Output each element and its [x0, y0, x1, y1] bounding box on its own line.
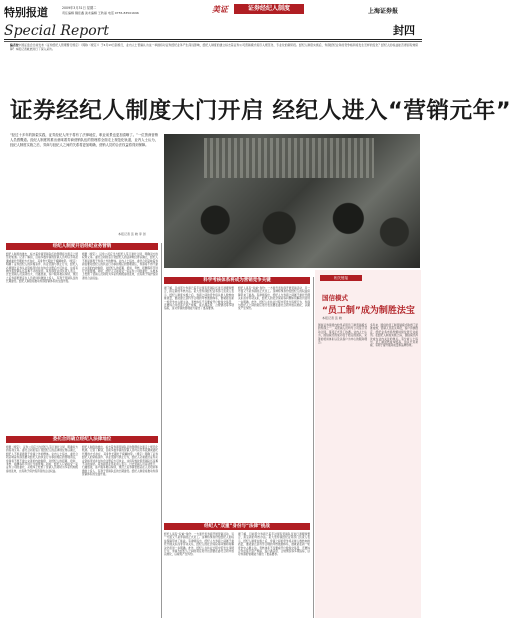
- topic-banner: 证券经纪人制度: [234, 4, 304, 14]
- article-middle-top-col2: 经纪人具有“双重”身份：一方面代表券商开展营销活动，另一方面又不是券商的正式员工。这种特殊身份给经纪人的权益保障带来了挑战。有律师指出，经纪人与券商之间属于委托代理关系而非劳动关系，经纪人的社会保险等问题如何解决仍需进一步明确。此外，经纪人在执业过程中若发生违规行为，券商与经纪人之间的责任划分也需要在委托合同中加以细化，以避免产生纠纷。: [238, 287, 310, 311]
- intro-paragraph: “经过十多年的探索实践，证券经纪人终于将有了法律地位，职业前景也更加清晰了。”一位资深营销人员感慨道。经纪人制度的推出意味着券商营销队伍的管理将全面走上规范化轨道，业内人士认为，经纪人制度实施之后，券商与经纪人之间的关系将更加明确，营销人员的合法权益将得到保障。: [10, 133, 158, 148]
- sidebar-article-col2: 多年来，国信的员工制营销模式取得了显著成效，营销人员流失率低，客户资源稳定，经纪业务市场份额持续位居行业前列。在经纪人制度实施之际，国信模式再次成为业内关注的焦点。有分析人士指出，员工制虽然成本较高，但从长远来看，有利于提升服务质量和品牌形象。: [370, 324, 418, 348]
- section-header-left-top: 经纪人制度开启经纪业务营销: [6, 243, 158, 250]
- editors-note: [10, 44, 418, 86]
- column-divider: [313, 277, 314, 618]
- section-header-middle-bottom: 经纪人“双重”身份与“法律”挑战: [164, 523, 310, 530]
- sidebar-title: “员工制”成为制胜法宝: [322, 306, 415, 316]
- trading-hall-photo: [164, 134, 420, 268]
- column-divider: [161, 243, 162, 618]
- article-left-top-col2: 根据《规定》，证券公司应当与经纪人签订委托合同，明确双方的权利义务。委托合同的签订使经纪人的法律地位得以确立，经纪人不再是游离于券商之外的群体。业内人士指出，委托合同意味着券商需要对经纪人的执业行为承担相应的管理责任，券商将不得不建立完善的内控制度，对经纪人的招募、培训、考核、报酬等环节进行全面管理。同时，经纪人只能接受一家证券公司的委托，从根本上杜绝了营销人员同时为多家机构揽客的乱象，也有助于保护投资者的合法权益。: [82, 253, 158, 280]
- article-left-bottom: 根据《规定》，证券公司应当与经纪人签订委托合同，明确双方的权利义务。委托合同的签订使经纪人的法律地位得以确立，经纪人不再是游离于券商之外的群体。业内人士指出，委托合同意味着券商需要对经纪人的执业行为承担相应的管理责任，券商将不得不建立完善的内控制度，对经纪人的招募、培训、考核、报酬等环节进行全面管理。同时，经纪人只能接受一家证券公司的委托，从根本上杜绝了营销人员同时为多家机构揽客的乱象，也有助于保护投资者的合法权益。: [6, 446, 78, 473]
- section-header-left-bottom: 委托合同确立经纪人法律地位: [6, 436, 158, 443]
- quote-board-image: [204, 138, 374, 178]
- sidebar-article-col1: 国信证券是国内较早采用员工制营销模式的券商之一，其营销人员均与公司签订劳动合同，享受正式员工待遇。业内人士认为，国信模式的成功在于稳定的团队、完善的培训体系以及以客户为中心的服务理念。: [318, 324, 367, 345]
- intro-byline: 本报记者 张 晓 李 剑: [118, 232, 146, 236]
- article-middle-top: 据了解，目前部分券商已着手对现有营销队伍进行清理和整合，拟定新的考核办法。某大型券商经纪业务部门负责人表示，经纪人制度实施之后，券商之间的竞争将从拼人数转向拼质量，谁能建立起科学合理的考核激励体系，谁就能在新一轮竞争中占据主动。考核体系不仅要看开户数和交易量，还要综合考虑客户资产规模、客户满意度、合规情况等多项指标，这对券商的管理能力提出了更高要求。: [164, 287, 234, 311]
- section-subtitle: Special Report: [4, 23, 109, 39]
- header-rule-thin: [4, 41, 422, 42]
- editors-line: 责任编辑 魏佳鑫 美术编辑 王秋丽 电话 0755-83501696: [62, 11, 139, 15]
- editors-note-label: 编者按: [10, 43, 19, 47]
- investors-image: [164, 188, 420, 268]
- paper-logo: 美证: [212, 4, 228, 14]
- page-headline: 证券经纪人制度大门开启 经纪人进入“营销元年”: [10, 98, 511, 124]
- section-label: 特别报道: [4, 6, 48, 19]
- editors-note-text: 中国证监会日前发布《证券经纪人管理暂行规定》（简称《规定》）于4月13日起施行，业内人士普遍认为这一举措将对证券经纪业务产生深远影响，经纪人制度的建立标志着证券公司营销模式将迈入规范化、专业化的新阶段。经纪人制度实施后，券商经纪业务的竞争格局将发生怎样的变化？经纪人的权益能否得到有效保障？本报记者就此进行了深入采访。: [10, 43, 418, 51]
- paper-name: 上海证券报: [368, 8, 399, 15]
- sidebar-tag: 相关链接: [320, 275, 362, 281]
- section-header-middle-top: 科学考核体系将成为营销竞争关键: [164, 277, 310, 284]
- article-left-bottom-col2: 经纪人制度的推出，标志着券商营销队伍的管理将全面走上规范化轨道。记者了解到，目前多数券商的营销人员均以劳务派遣或委托代理的方式存在，其身份长期处于模糊地带。《规定》明确了证券经纪人的资格条件、执业范围与禁止行为，经纪人必须通过证券从业资格考试并在协会注册后方可执业，这将有效改善营销队伍良莠不齐的现状。某券商营业部负责人表示，过去营销人员流动性大、归属感差，客户服务难以持续，规范之后券商更愿意在人员培训和激励上投入，有利于营销队伍的长期建设。经纪人制度将推动券商营销体系的全面升级。: [82, 446, 158, 477]
- sidebar-byline: 本报记者 张 晓: [322, 316, 342, 320]
- article-middle-bottom: 经纪人具有“双重”身份：一方面代表券商开展营销活动，另一方面又不是券商的正式员工。这种特殊身份给经纪人的权益保障带来了挑战。有律师指出，经纪人与券商之间属于委托代理关系而非劳动关系，经纪人的社会保险等问题如何解决仍需进一步明确。此外，经纪人在执业过程中若发生违规行为，券商与经纪人之间的责任划分也需要在委托合同中加以细化，以避免产生纠纷。: [164, 533, 234, 557]
- header-rule: [4, 39, 422, 40]
- article-middle-bottom-col2: 据了解，目前部分券商已着手对现有营销队伍进行清理和整合，拟定新的考核办法。某大型券商经纪业务部门负责人表示，经纪人制度实施之后，券商之间的竞争将从拼人数转向拼质量，谁能建立起科学合理的考核激励体系，谁就能在新一轮竞争中占据主动。考核体系不仅要看开户数和交易量，还要综合考虑客户资产规模、客户满意度、合规情况等多项指标，这对券商的管理能力提出了更高要求。: [238, 533, 310, 557]
- article-left-top: 经纪人制度的推出，标志着券商营销队伍的管理将全面走上规范化轨道。记者了解到，目前多数券商的营销人员均以劳务派遣或委托代理的方式存在，其身份长期处于模糊地带。《规定》明确了证券经纪人的资格条件、执业范围与禁止行为，经纪人必须通过证券从业资格考试并在协会注册后方可执业，这将有效改善营销队伍良莠不齐的现状。某券商营业部负责人表示，过去营销人员流动性大、归属感差，客户服务难以持续，规范之后券商更愿意在人员培训和激励上投入，有利于营销队伍的长期建设。经纪人制度将推动券商营销体系的全面升级。: [6, 253, 78, 284]
- sidebar-kicker: 国信模式: [322, 294, 348, 302]
- issue-date: 2009年3月31日 星期二: [62, 6, 97, 10]
- page-number: 封四: [393, 24, 415, 37]
